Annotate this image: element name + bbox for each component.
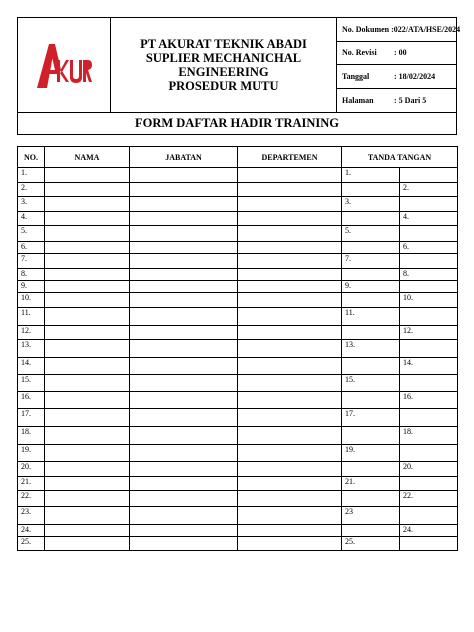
cell-signature-right[interactable] bbox=[400, 281, 458, 293]
table-row bbox=[18, 293, 458, 308]
cell-signature-right[interactable]: 24. bbox=[400, 525, 458, 537]
cell-jabatan[interactable] bbox=[130, 308, 238, 326]
cell-signature-right[interactable] bbox=[400, 537, 458, 551]
cell-signature-left[interactable] bbox=[342, 427, 400, 445]
table-row bbox=[18, 427, 458, 445]
cell-nama[interactable] bbox=[45, 477, 130, 491]
meta-revision bbox=[337, 42, 456, 66]
cell-nama[interactable] bbox=[45, 445, 130, 462]
cell-nama[interactable] bbox=[45, 409, 130, 427]
cell-no: 9. bbox=[18, 281, 45, 293]
cell-signature-right[interactable] bbox=[400, 308, 458, 326]
table-row bbox=[18, 281, 458, 293]
cell-signature-left[interactable]: 25. bbox=[342, 537, 400, 551]
cell-signature-right[interactable]: 4. bbox=[400, 212, 458, 226]
cell-nama[interactable] bbox=[45, 168, 130, 183]
attendance-rows bbox=[18, 168, 458, 551]
cell-no: 14. bbox=[18, 358, 45, 375]
table-row bbox=[18, 212, 458, 226]
table-row bbox=[18, 197, 458, 212]
cell-nama[interactable] bbox=[45, 293, 130, 308]
cell-signature-left[interactable]: 7. bbox=[342, 254, 400, 269]
table-row bbox=[18, 269, 458, 281]
cell-departemen[interactable] bbox=[238, 537, 342, 551]
cell-jabatan[interactable] bbox=[130, 269, 238, 281]
cell-signature-right[interactable]: 6. bbox=[400, 242, 458, 254]
cell-departemen[interactable] bbox=[238, 507, 342, 525]
cell-jabatan[interactable] bbox=[130, 183, 238, 197]
meta-date bbox=[337, 65, 456, 89]
cell-signature-right[interactable] bbox=[400, 197, 458, 212]
table-row bbox=[18, 226, 458, 242]
header-nama: NAMA bbox=[45, 147, 130, 168]
cell-departemen[interactable] bbox=[238, 358, 342, 375]
cell-departemen[interactable] bbox=[238, 168, 342, 183]
cell-no: 23. bbox=[18, 507, 45, 525]
meta-doc-value: 022/ATA/HSE/2024 bbox=[393, 24, 461, 34]
header-no: NO. bbox=[18, 147, 45, 168]
table-row bbox=[18, 183, 458, 197]
table-row bbox=[18, 507, 458, 525]
table-row bbox=[18, 340, 458, 358]
meta-date-value: : 18/02/2024 bbox=[394, 71, 436, 81]
cell-nama[interactable] bbox=[45, 183, 130, 197]
cell-no: 15. bbox=[18, 375, 45, 392]
cell-signature-right[interactable]: 10. bbox=[400, 293, 458, 308]
form-title: FORM DAFTAR HADIR TRAINING bbox=[18, 112, 456, 134]
meta-page-label: Halaman bbox=[342, 95, 374, 105]
cell-jabatan[interactable] bbox=[130, 491, 238, 507]
cell-signature-right[interactable]: 18. bbox=[400, 427, 458, 445]
cell-signature-left[interactable] bbox=[342, 491, 400, 507]
cell-signature-left[interactable]: 11. bbox=[342, 308, 400, 326]
cell-nama[interactable] bbox=[45, 358, 130, 375]
cell-signature-left[interactable]: 15. bbox=[342, 375, 400, 392]
cell-nama[interactable] bbox=[45, 281, 130, 293]
table-row bbox=[18, 477, 458, 491]
meta-revision-value: : 00 bbox=[394, 48, 407, 58]
cell-departemen[interactable] bbox=[238, 183, 342, 197]
cell-jabatan[interactable] bbox=[130, 197, 238, 212]
cell-nama[interactable] bbox=[45, 525, 130, 537]
cell-nama[interactable] bbox=[45, 197, 130, 212]
cell-no: 2. bbox=[18, 183, 45, 197]
cell-signature-left[interactable]: 21. bbox=[342, 477, 400, 491]
company-line-4: PROSEDUR MUTU bbox=[168, 79, 279, 93]
cell-jabatan[interactable] bbox=[130, 427, 238, 445]
cell-nama[interactable] bbox=[45, 254, 130, 269]
header-departemen: DEPARTEMEN bbox=[238, 147, 342, 168]
table-header-row bbox=[18, 147, 458, 168]
cell-no: 17. bbox=[18, 409, 45, 427]
cell-no: 10. bbox=[18, 293, 45, 308]
meta-date-label: Tanggal bbox=[342, 71, 370, 81]
cell-signature-left[interactable] bbox=[342, 212, 400, 226]
cell-jabatan[interactable] bbox=[130, 254, 238, 269]
table-row bbox=[18, 525, 458, 537]
table-row bbox=[18, 358, 458, 375]
meta-page bbox=[337, 89, 456, 113]
cell-nama[interactable] bbox=[45, 340, 130, 358]
cell-no: 21. bbox=[18, 477, 45, 491]
attendance-table bbox=[17, 146, 458, 551]
cell-signature-right[interactable]: 8. bbox=[400, 269, 458, 281]
table-row bbox=[18, 392, 458, 409]
table-row bbox=[18, 168, 458, 183]
cell-signature-right[interactable] bbox=[400, 375, 458, 392]
cell-nama[interactable] bbox=[45, 308, 130, 326]
table-row bbox=[18, 445, 458, 462]
cell-departemen[interactable] bbox=[238, 226, 342, 242]
cell-nama[interactable] bbox=[45, 392, 130, 409]
cell-signature-right[interactable]: 22. bbox=[400, 491, 458, 507]
document-header bbox=[17, 17, 461, 135]
cell-signature-left[interactable] bbox=[342, 242, 400, 254]
cell-signature-right[interactable]: 16. bbox=[400, 392, 458, 409]
cell-signature-right[interactable] bbox=[400, 409, 458, 427]
cell-nama[interactable] bbox=[45, 212, 130, 226]
meta-page-value: : 5 Dari 5 bbox=[394, 95, 427, 105]
cell-nama[interactable] bbox=[45, 537, 130, 551]
cell-jabatan[interactable] bbox=[130, 293, 238, 308]
cell-departemen[interactable] bbox=[238, 427, 342, 445]
cell-departemen[interactable] bbox=[238, 445, 342, 462]
cell-departemen[interactable] bbox=[238, 242, 342, 254]
table-row bbox=[18, 254, 458, 269]
cell-departemen[interactable] bbox=[238, 525, 342, 537]
cell-departemen[interactable] bbox=[238, 281, 342, 293]
cell-signature-left[interactable]: 23 bbox=[342, 507, 400, 525]
cell-jabatan[interactable] bbox=[130, 212, 238, 226]
cell-signature-left[interactable]: 1. bbox=[342, 168, 400, 183]
akurat-logo bbox=[35, 40, 93, 90]
cell-departemen[interactable] bbox=[238, 392, 342, 409]
meta-doc-number bbox=[337, 18, 461, 42]
header-jabatan: JABATAN bbox=[130, 147, 238, 168]
cell-jabatan[interactable] bbox=[130, 507, 238, 525]
cell-nama[interactable] bbox=[45, 242, 130, 254]
cell-jabatan[interactable] bbox=[130, 168, 238, 183]
cell-departemen[interactable] bbox=[238, 308, 342, 326]
cell-signature-left[interactable] bbox=[342, 392, 400, 409]
company-block bbox=[111, 18, 337, 112]
cell-nama[interactable] bbox=[45, 507, 130, 525]
cell-signature-left[interactable]: 17. bbox=[342, 409, 400, 427]
company-line-3: ENGINEERING bbox=[178, 65, 269, 79]
cell-no: 13. bbox=[18, 340, 45, 358]
cell-nama[interactable] bbox=[45, 427, 130, 445]
cell-signature-right[interactable] bbox=[400, 507, 458, 525]
cell-no: 8. bbox=[18, 269, 45, 281]
cell-jabatan[interactable] bbox=[130, 340, 238, 358]
cell-jabatan[interactable] bbox=[130, 226, 238, 242]
table-row bbox=[18, 409, 458, 427]
cell-nama[interactable] bbox=[45, 491, 130, 507]
table-row bbox=[18, 537, 458, 551]
cell-no: 20. bbox=[18, 462, 45, 477]
cell-no: 18. bbox=[18, 427, 45, 445]
cell-signature-right[interactable] bbox=[400, 445, 458, 462]
cell-signature-right[interactable] bbox=[400, 477, 458, 491]
cell-signature-right[interactable] bbox=[400, 168, 458, 183]
cell-nama[interactable] bbox=[45, 269, 130, 281]
cell-signature-left[interactable] bbox=[342, 293, 400, 308]
cell-signature-right[interactable]: 20. bbox=[400, 462, 458, 477]
cell-nama[interactable] bbox=[45, 462, 130, 477]
cell-no: 1. bbox=[18, 168, 45, 183]
cell-signature-left[interactable] bbox=[342, 326, 400, 340]
cell-signature-left[interactable] bbox=[342, 269, 400, 281]
cell-no: 24. bbox=[18, 525, 45, 537]
cell-jabatan[interactable] bbox=[130, 392, 238, 409]
cell-no: 12. bbox=[18, 326, 45, 340]
cell-departemen[interactable] bbox=[238, 462, 342, 477]
cell-signature-left[interactable]: 9. bbox=[342, 281, 400, 293]
cell-departemen[interactable] bbox=[238, 254, 342, 269]
cell-signature-left[interactable] bbox=[342, 525, 400, 537]
cell-signature-right[interactable]: 14. bbox=[400, 358, 458, 375]
meta-doc-label: No. Dokumen : bbox=[342, 24, 394, 34]
table-row bbox=[18, 491, 458, 507]
table-row bbox=[18, 375, 458, 392]
cell-signature-right[interactable] bbox=[400, 254, 458, 269]
cell-departemen[interactable] bbox=[238, 326, 342, 340]
cell-no: 4. bbox=[18, 212, 45, 226]
cell-nama[interactable] bbox=[45, 326, 130, 340]
cell-signature-right[interactable]: 12. bbox=[400, 326, 458, 340]
cell-departemen[interactable] bbox=[238, 409, 342, 427]
cell-no: 5. bbox=[18, 226, 45, 242]
cell-jabatan[interactable] bbox=[130, 281, 238, 293]
cell-signature-right[interactable] bbox=[400, 340, 458, 358]
cell-jabatan[interactable] bbox=[130, 445, 238, 462]
cell-no: 11. bbox=[18, 308, 45, 326]
logo-cell bbox=[18, 18, 111, 112]
cell-departemen[interactable] bbox=[238, 212, 342, 226]
cell-signature-left[interactable]: 19. bbox=[342, 445, 400, 462]
cell-signature-left[interactable] bbox=[342, 358, 400, 375]
cell-jabatan[interactable] bbox=[130, 358, 238, 375]
cell-no: 22. bbox=[18, 491, 45, 507]
cell-no: 6. bbox=[18, 242, 45, 254]
cell-nama[interactable] bbox=[45, 226, 130, 242]
table-row bbox=[18, 242, 458, 254]
cell-signature-left[interactable]: 13. bbox=[342, 340, 400, 358]
cell-nama[interactable] bbox=[45, 375, 130, 392]
company-line-2: SUPLIER MECHANICHAL bbox=[145, 51, 302, 65]
cell-departemen[interactable] bbox=[238, 477, 342, 491]
header-tanda-tangan: TANDA TANGAN bbox=[342, 147, 458, 168]
table-row bbox=[18, 326, 458, 340]
cell-no: 3. bbox=[18, 197, 45, 212]
table-row bbox=[18, 308, 458, 326]
cell-no: 7. bbox=[18, 254, 45, 269]
meta-revision-label: No. Revisi bbox=[342, 48, 377, 58]
cell-jabatan[interactable] bbox=[130, 375, 238, 392]
cell-jabatan[interactable] bbox=[130, 537, 238, 551]
cell-departemen[interactable] bbox=[238, 197, 342, 212]
cell-signature-left[interactable] bbox=[342, 462, 400, 477]
document-meta bbox=[337, 18, 461, 112]
table-row bbox=[18, 462, 458, 477]
cell-signature-left[interactable]: 3. bbox=[342, 197, 400, 212]
cell-no: 19. bbox=[18, 445, 45, 462]
cell-signature-left[interactable]: 5. bbox=[342, 226, 400, 242]
cell-jabatan[interactable] bbox=[130, 409, 238, 427]
cell-departemen[interactable] bbox=[238, 269, 342, 281]
cell-signature-right[interactable] bbox=[400, 226, 458, 242]
cell-departemen[interactable] bbox=[238, 293, 342, 308]
cell-jabatan[interactable] bbox=[130, 477, 238, 491]
company-name: PT AKURAT TEKNIK ABADI bbox=[140, 37, 307, 51]
cell-no: 25. bbox=[18, 537, 45, 551]
cell-departemen[interactable] bbox=[238, 375, 342, 392]
cell-jabatan[interactable] bbox=[130, 326, 238, 340]
cell-departemen[interactable] bbox=[238, 491, 342, 507]
cell-jabatan[interactable] bbox=[130, 242, 238, 254]
cell-jabatan[interactable] bbox=[130, 525, 238, 537]
cell-no: 16. bbox=[18, 392, 45, 409]
cell-signature-right[interactable]: 2. bbox=[400, 183, 458, 197]
cell-jabatan[interactable] bbox=[130, 462, 238, 477]
cell-signature-left[interactable] bbox=[342, 183, 400, 197]
cell-departemen[interactable] bbox=[238, 340, 342, 358]
